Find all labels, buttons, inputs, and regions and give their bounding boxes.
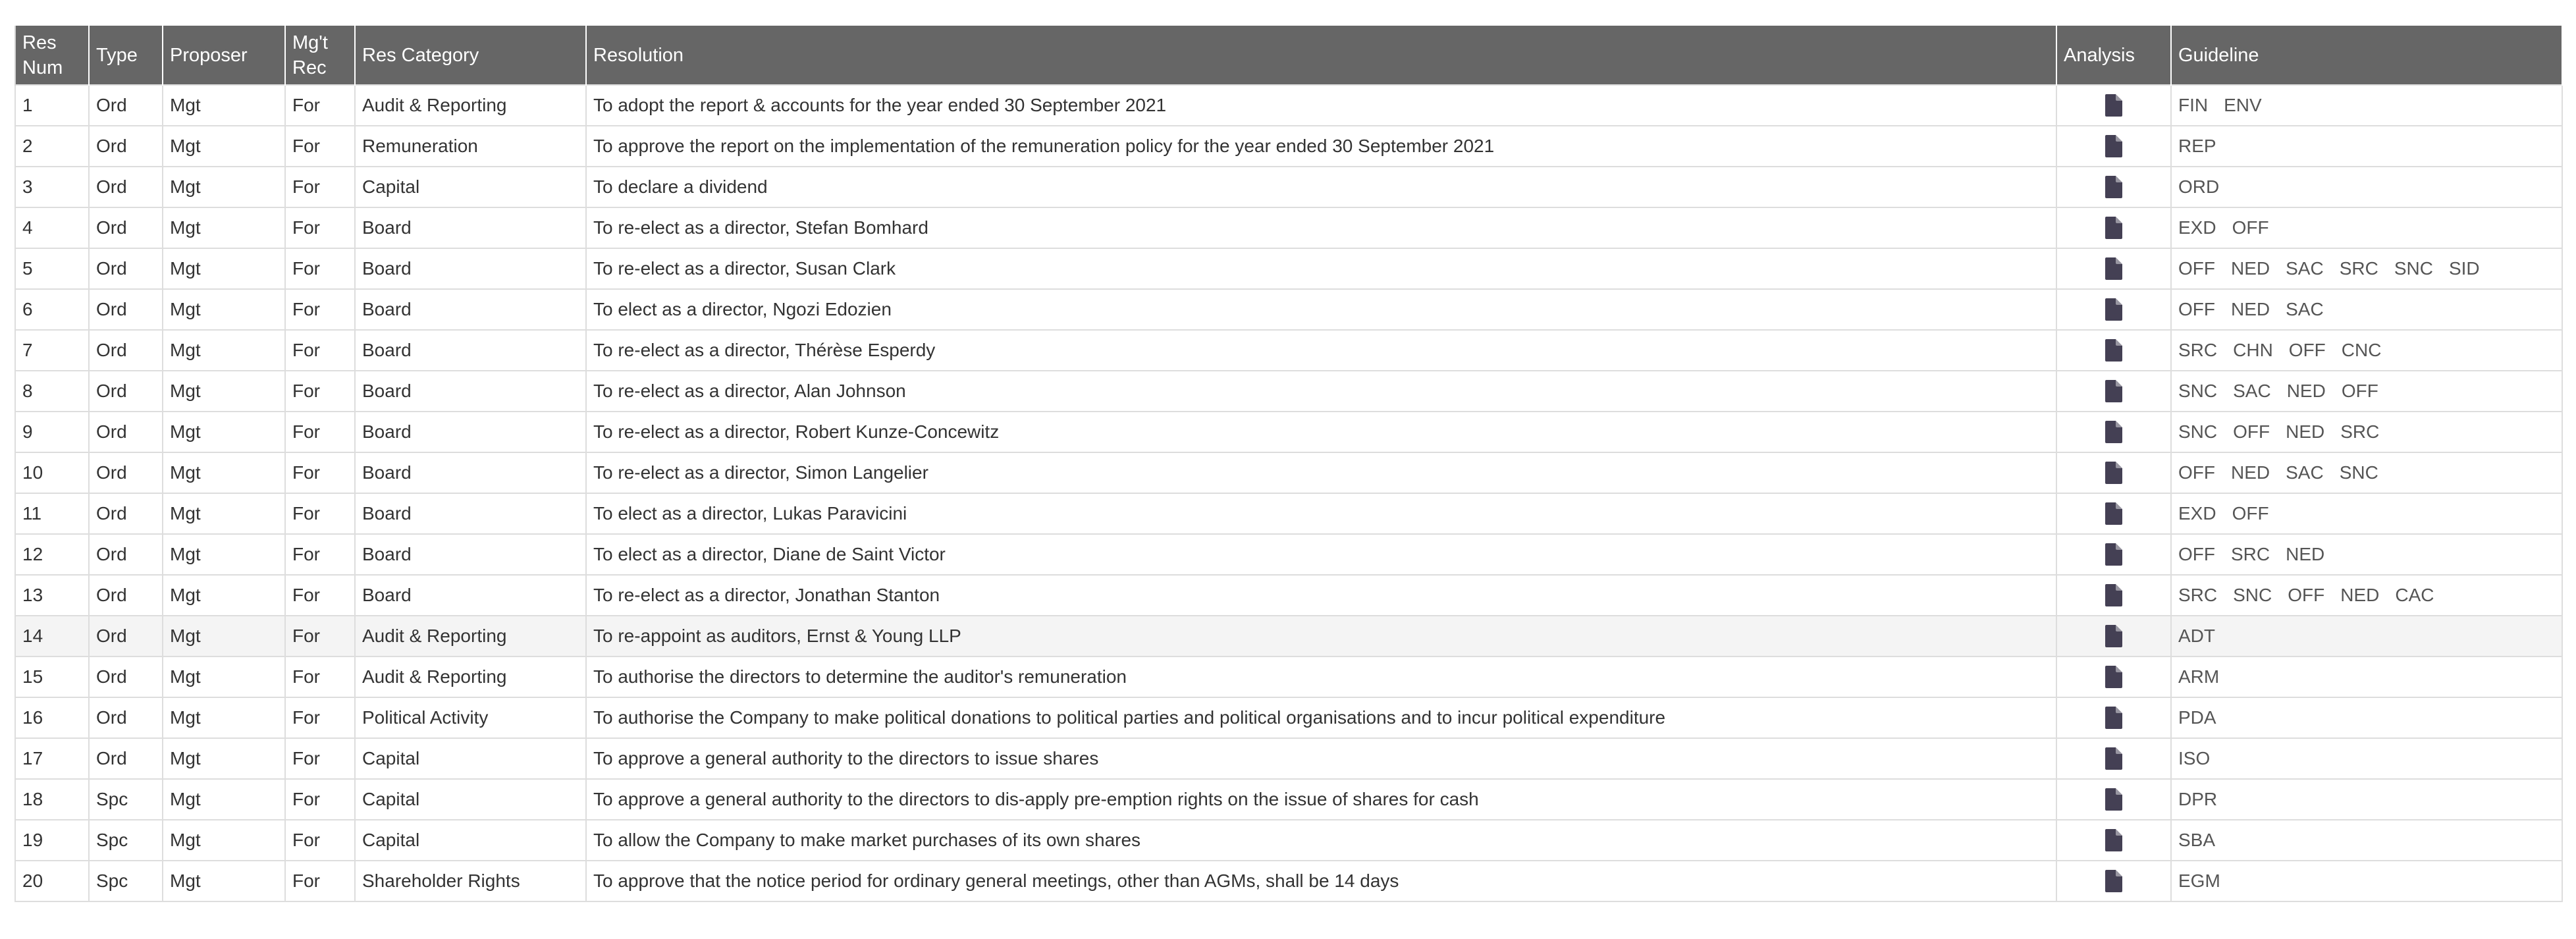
document-icon[interactable] — [2105, 298, 2122, 321]
analysis-cell — [2056, 126, 2171, 167]
guideline-cell — [2171, 289, 2562, 330]
proposer-cell: Mgt — [163, 85, 285, 126]
table-row — [15, 167, 2562, 207]
category-cell: Capital — [355, 779, 586, 820]
col-header-proposer: Proposer — [163, 26, 285, 85]
resolutions-table-container — [14, 26, 2562, 902]
category-cell: Capital — [355, 820, 586, 861]
type-cell: Ord — [89, 85, 163, 126]
document-icon[interactable] — [2105, 176, 2122, 198]
type-cell: Ord — [89, 738, 163, 779]
resolutions-table — [14, 26, 2563, 902]
analysis-cell — [2056, 861, 2171, 901]
mgt-rec-cell: For — [285, 861, 355, 901]
document-icon[interactable] — [2105, 462, 2122, 484]
category-cell: Remuneration — [355, 126, 586, 167]
mgt-rec-cell: For — [285, 697, 355, 738]
guideline-cell — [2171, 493, 2562, 534]
guideline-code: SRC — [2339, 258, 2378, 279]
document-icon[interactable] — [2105, 707, 2122, 729]
res-num-cell: 13 — [15, 575, 89, 616]
res-num-cell: 2 — [15, 126, 89, 167]
proposer-cell: Mgt — [163, 207, 285, 248]
category-cell: Audit & Reporting — [355, 657, 586, 697]
mgt-rec-cell: For — [285, 779, 355, 820]
type-cell: Ord — [89, 167, 163, 207]
category-cell: Political Activity — [355, 697, 586, 738]
type-cell: Spc — [89, 779, 163, 820]
guideline-code: EGM — [2178, 871, 2220, 891]
guideline-code: NED — [2340, 585, 2380, 605]
guideline-code: OFF — [2178, 544, 2215, 564]
category-cell: Capital — [355, 738, 586, 779]
mgt-rec-cell: For — [285, 289, 355, 330]
type-cell: Ord — [89, 697, 163, 738]
table-row — [15, 452, 2562, 493]
guideline-code: NED — [2231, 299, 2270, 319]
guideline-code: SAC — [2233, 381, 2271, 401]
analysis-cell — [2056, 616, 2171, 657]
category-cell: Audit & Reporting — [355, 85, 586, 126]
guideline-cell — [2171, 861, 2562, 901]
col-header-type: Type — [89, 26, 163, 85]
guideline-code: NED — [2286, 544, 2325, 564]
proposer-cell: Mgt — [163, 330, 285, 371]
resolution-cell: To approve the report on the implementation of the remuneration policy for the year ended 30 September 2021 — [586, 126, 2056, 167]
proposer-cell: Mgt — [163, 452, 285, 493]
guideline-code: SRC — [2340, 421, 2380, 442]
resolution-cell: To authorise the directors to determine the auditor's remuneration — [586, 657, 2056, 697]
table-row — [15, 534, 2562, 575]
guideline-code: ORD — [2178, 176, 2220, 197]
type-cell: Spc — [89, 861, 163, 901]
guideline-code: EXD — [2178, 217, 2216, 238]
guideline-code: ARM — [2178, 666, 2220, 687]
document-icon[interactable] — [2105, 747, 2122, 770]
guideline-cell — [2171, 657, 2562, 697]
document-icon[interactable] — [2105, 135, 2122, 157]
mgt-rec-cell: For — [285, 452, 355, 493]
table-row — [15, 85, 2562, 126]
resolution-cell: To re-elect as a director, Alan Johnson — [586, 371, 2056, 412]
analysis-cell — [2056, 412, 2171, 452]
type-cell: Ord — [89, 616, 163, 657]
guideline-code: SRC — [2178, 340, 2218, 360]
type-cell: Spc — [89, 820, 163, 861]
guideline-code: NED — [2231, 462, 2270, 483]
guideline-code: SNC — [2178, 421, 2218, 442]
guideline-cell — [2171, 248, 2562, 289]
resolution-cell: To approve that the notice period for ordinary general meetings, other than AGMs, shall be 14 days — [586, 861, 2056, 901]
table-row — [15, 207, 2562, 248]
guideline-cell — [2171, 330, 2562, 371]
col-header-mgt-rec: Mg't Rec — [285, 26, 355, 85]
guideline-cell — [2171, 126, 2562, 167]
mgt-rec-cell: For — [285, 820, 355, 861]
analysis-cell — [2056, 85, 2171, 126]
guideline-cell — [2171, 85, 2562, 126]
col-header-category: Res Category — [355, 26, 586, 85]
document-icon[interactable] — [2105, 380, 2122, 402]
res-num-cell: 16 — [15, 697, 89, 738]
resolution-cell: To re-elect as a director, Thérèse Esperdy — [586, 330, 2056, 371]
mgt-rec-cell: For — [285, 207, 355, 248]
resolution-cell: To elect as a director, Ngozi Edozien — [586, 289, 2056, 330]
document-icon[interactable] — [2105, 421, 2122, 443]
guideline-code: NED — [2286, 381, 2326, 401]
res-num-cell: 1 — [15, 85, 89, 126]
type-cell: Ord — [89, 126, 163, 167]
guideline-cell — [2171, 738, 2562, 779]
resolution-cell: To declare a dividend — [586, 167, 2056, 207]
guideline-code: EXD — [2178, 503, 2216, 523]
category-cell: Shareholder Rights — [355, 861, 586, 901]
proposer-cell: Mgt — [163, 779, 285, 820]
guideline-cell — [2171, 697, 2562, 738]
proposer-cell: Mgt — [163, 861, 285, 901]
table-row — [15, 820, 2562, 861]
proposer-cell: Mgt — [163, 820, 285, 861]
res-num-cell: 11 — [15, 493, 89, 534]
guideline-code: OFF — [2178, 462, 2215, 483]
res-num-cell: 9 — [15, 412, 89, 452]
guideline-code: SAC — [2286, 462, 2324, 483]
guideline-cell — [2171, 371, 2562, 412]
category-cell: Board — [355, 371, 586, 412]
document-icon[interactable] — [2105, 339, 2122, 362]
res-num-cell: 3 — [15, 167, 89, 207]
header-row — [15, 26, 2562, 85]
document-icon[interactable] — [2105, 666, 2122, 688]
document-icon[interactable] — [2105, 584, 2122, 606]
res-num-cell: 20 — [15, 861, 89, 901]
res-num-cell: 14 — [15, 616, 89, 657]
guideline-code: NED — [2231, 258, 2270, 279]
category-cell: Board — [355, 330, 586, 371]
guideline-code: SNC — [2233, 585, 2272, 605]
resolution-cell: To elect as a director, Lukas Paravicini — [586, 493, 2056, 534]
analysis-cell — [2056, 289, 2171, 330]
table-row — [15, 861, 2562, 901]
category-cell: Board — [355, 493, 586, 534]
table-row — [15, 371, 2562, 412]
analysis-cell — [2056, 738, 2171, 779]
type-cell: Ord — [89, 534, 163, 575]
resolution-cell: To adopt the report & accounts for the year ended 30 September 2021 — [586, 85, 2056, 126]
mgt-rec-cell: For — [285, 575, 355, 616]
res-num-cell: 6 — [15, 289, 89, 330]
document-icon[interactable] — [2105, 788, 2122, 811]
analysis-cell — [2056, 493, 2171, 534]
resolution-cell: To authorise the Company to make political donations to political parties and political organisations and to incur political expenditure — [586, 697, 2056, 738]
type-cell: Ord — [89, 493, 163, 534]
analysis-cell — [2056, 697, 2171, 738]
type-cell: Ord — [89, 330, 163, 371]
mgt-rec-cell: For — [285, 534, 355, 575]
document-icon[interactable] — [2105, 257, 2122, 280]
resolution-cell: To re-elect as a director, Susan Clark — [586, 248, 2056, 289]
res-num-cell: 8 — [15, 371, 89, 412]
guideline-code: OFF — [2341, 381, 2378, 401]
res-num-cell: 17 — [15, 738, 89, 779]
proposer-cell: Mgt — [163, 575, 285, 616]
guideline-cell — [2171, 575, 2562, 616]
res-num-cell: 5 — [15, 248, 89, 289]
analysis-cell — [2056, 820, 2171, 861]
mgt-rec-cell: For — [285, 412, 355, 452]
guideline-cell — [2171, 452, 2562, 493]
guideline-code: OFF — [2232, 217, 2269, 238]
guideline-code: OFF — [2178, 258, 2215, 279]
mgt-rec-cell: For — [285, 616, 355, 657]
analysis-cell — [2056, 657, 2171, 697]
res-num-cell: 4 — [15, 207, 89, 248]
proposer-cell: Mgt — [163, 126, 285, 167]
guideline-code: NED — [2286, 421, 2325, 442]
guideline-code: PDA — [2178, 707, 2216, 728]
guideline-cell — [2171, 534, 2562, 575]
res-num-cell: 19 — [15, 820, 89, 861]
guideline-code: REP — [2178, 136, 2216, 156]
guideline-code: ENV — [2224, 95, 2262, 115]
guideline-code: SNC — [2394, 258, 2433, 279]
table-body — [15, 85, 2562, 901]
category-cell: Board — [355, 575, 586, 616]
proposer-cell: Mgt — [163, 289, 285, 330]
resolution-cell: To approve a general authority to the directors to issue shares — [586, 738, 2056, 779]
resolution-cell: To approve a general authority to the directors to dis-apply pre-emption rights on the issue of shares for cash — [586, 779, 2056, 820]
category-cell: Board — [355, 207, 586, 248]
proposer-cell: Mgt — [163, 697, 285, 738]
table-row — [15, 330, 2562, 371]
guideline-cell — [2171, 412, 2562, 452]
proposer-cell: Mgt — [163, 493, 285, 534]
analysis-cell — [2056, 452, 2171, 493]
table-row — [15, 738, 2562, 779]
proposer-cell: Mgt — [163, 412, 285, 452]
type-cell: Ord — [89, 452, 163, 493]
category-cell: Capital — [355, 167, 586, 207]
col-header-resolution: Resolution — [586, 26, 2056, 85]
guideline-code: OFF — [2233, 421, 2270, 442]
proposer-cell: Mgt — [163, 371, 285, 412]
guideline-code: ADT — [2178, 626, 2215, 646]
category-cell: Audit & Reporting — [355, 616, 586, 657]
res-num-cell: 15 — [15, 657, 89, 697]
mgt-rec-cell: For — [285, 493, 355, 534]
guideline-code: DPR — [2178, 789, 2218, 809]
guideline-code: SRC — [2178, 585, 2218, 605]
table-row — [15, 248, 2562, 289]
type-cell: Ord — [89, 657, 163, 697]
guideline-code: SAC — [2286, 258, 2324, 279]
guideline-cell — [2171, 616, 2562, 657]
guideline-cell — [2171, 820, 2562, 861]
col-header-guideline: Guideline — [2171, 26, 2562, 85]
type-cell: Ord — [89, 575, 163, 616]
guideline-cell — [2171, 167, 2562, 207]
table-row — [15, 289, 2562, 330]
res-num-cell: 18 — [15, 779, 89, 820]
guideline-code: CHN — [2233, 340, 2273, 360]
guideline-cell — [2171, 207, 2562, 248]
category-cell: Board — [355, 534, 586, 575]
mgt-rec-cell: For — [285, 738, 355, 779]
guideline-code: FIN — [2178, 95, 2209, 115]
guideline-code: SRC — [2231, 544, 2270, 564]
guideline-code: OFF — [2288, 585, 2325, 605]
table-row — [15, 616, 2562, 657]
table-row — [15, 493, 2562, 534]
guideline-code: SBA — [2178, 830, 2216, 850]
guideline-cell — [2171, 779, 2562, 820]
category-cell: Board — [355, 289, 586, 330]
resolution-cell: To re-appoint as auditors, Ernst & Young LLP — [586, 616, 2056, 657]
res-num-cell: 12 — [15, 534, 89, 575]
analysis-cell — [2056, 248, 2171, 289]
guideline-code: OFF — [2232, 503, 2269, 523]
category-cell: Board — [355, 412, 586, 452]
document-icon[interactable] — [2105, 502, 2122, 525]
resolution-cell: To re-elect as a director, Jonathan Stanton — [586, 575, 2056, 616]
resolution-cell: To re-elect as a director, Robert Kunze-Concewitz — [586, 412, 2056, 452]
document-icon[interactable] — [2105, 217, 2122, 239]
type-cell: Ord — [89, 248, 163, 289]
table-row — [15, 779, 2562, 820]
type-cell: Ord — [89, 412, 163, 452]
guideline-code: SNC — [2339, 462, 2378, 483]
type-cell: Ord — [89, 207, 163, 248]
proposer-cell: Mgt — [163, 248, 285, 289]
type-cell: Ord — [89, 371, 163, 412]
document-icon[interactable] — [2105, 829, 2122, 851]
resolution-cell: To allow the Company to make market purchases of its own shares — [586, 820, 2056, 861]
mgt-rec-cell: For — [285, 85, 355, 126]
resolution-cell: To elect as a director, Diane de Saint Victor — [586, 534, 2056, 575]
document-icon[interactable] — [2105, 543, 2122, 566]
analysis-cell — [2056, 779, 2171, 820]
res-num-cell: 7 — [15, 330, 89, 371]
analysis-cell — [2056, 167, 2171, 207]
guideline-code: CAC — [2395, 585, 2434, 605]
table-header — [15, 26, 2562, 85]
resolution-cell: To re-elect as a director, Stefan Bomhard — [586, 207, 2056, 248]
document-icon[interactable] — [2105, 625, 2122, 647]
analysis-cell — [2056, 371, 2171, 412]
proposer-cell: Mgt — [163, 738, 285, 779]
guideline-code: OFF — [2288, 340, 2326, 360]
document-icon[interactable] — [2105, 94, 2122, 117]
table-row — [15, 126, 2562, 167]
guideline-code: OFF — [2178, 299, 2215, 319]
mgt-rec-cell: For — [285, 330, 355, 371]
res-num-cell: 10 — [15, 452, 89, 493]
analysis-cell — [2056, 330, 2171, 371]
type-cell: Ord — [89, 289, 163, 330]
mgt-rec-cell: For — [285, 657, 355, 697]
proposer-cell: Mgt — [163, 534, 285, 575]
col-header-res-num: Res Num — [15, 26, 89, 85]
resolution-cell: To re-elect as a director, Simon Langelier — [586, 452, 2056, 493]
table-row — [15, 697, 2562, 738]
table-row — [15, 575, 2562, 616]
table-row — [15, 657, 2562, 697]
document-icon[interactable] — [2105, 870, 2122, 892]
table-row — [15, 412, 2562, 452]
category-cell: Board — [355, 452, 586, 493]
mgt-rec-cell: For — [285, 371, 355, 412]
proposer-cell: Mgt — [163, 657, 285, 697]
mgt-rec-cell: For — [285, 248, 355, 289]
analysis-cell — [2056, 534, 2171, 575]
proposer-cell: Mgt — [163, 167, 285, 207]
guideline-code: ISO — [2178, 748, 2211, 768]
analysis-cell — [2056, 207, 2171, 248]
proposer-cell: Mgt — [163, 616, 285, 657]
guideline-code: SNC — [2178, 381, 2218, 401]
guideline-code: SAC — [2286, 299, 2324, 319]
guideline-code: CNC — [2341, 340, 2382, 360]
mgt-rec-cell: For — [285, 126, 355, 167]
col-header-analysis: Analysis — [2056, 26, 2171, 85]
mgt-rec-cell: For — [285, 167, 355, 207]
analysis-cell — [2056, 575, 2171, 616]
guideline-code: SID — [2448, 258, 2480, 279]
category-cell: Board — [355, 248, 586, 289]
